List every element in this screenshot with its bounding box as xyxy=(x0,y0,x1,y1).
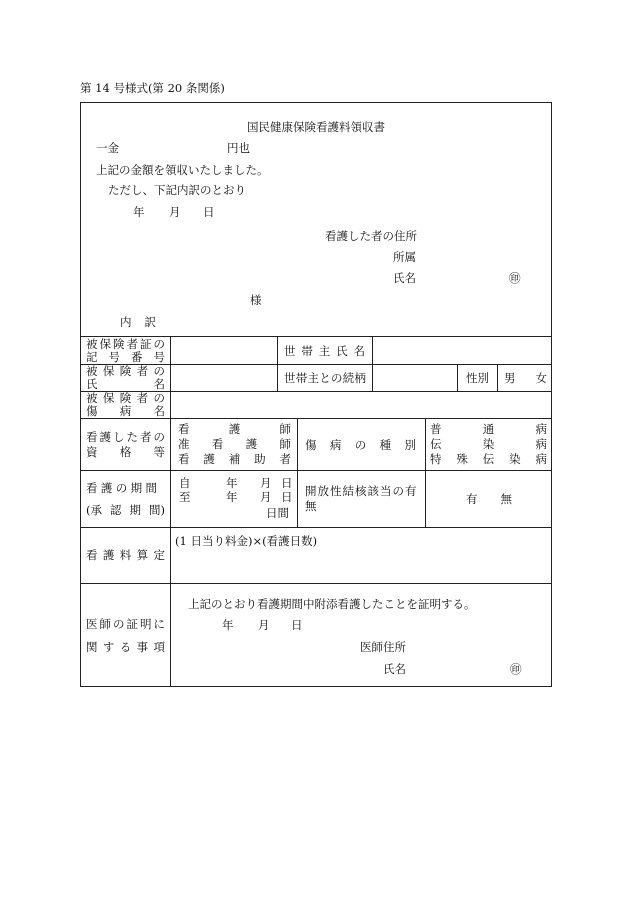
nursing-period-label-line2-char: 間) xyxy=(149,503,165,517)
qualification-option-nursing-aide-char: 助 xyxy=(254,452,266,466)
qualification-option-assistant-nurse-char: 看 xyxy=(211,437,224,451)
affiliation-label: 所属 xyxy=(393,250,416,264)
qualification-label-line1-char: 護 xyxy=(99,429,111,444)
relationship-label xyxy=(284,371,366,385)
disease-name-label-line1-char: 保 xyxy=(102,391,115,405)
disease-type-label-char: 病 xyxy=(329,437,342,452)
householder-name-label-char: 主 xyxy=(318,343,331,358)
disease-type-label-cell xyxy=(297,418,425,470)
relationship-label-char: 帯 xyxy=(295,371,308,385)
insurance-card-label-line2 xyxy=(86,351,165,364)
disease-name-label-line1-char: 険 xyxy=(119,391,132,405)
fee-calculation-field xyxy=(170,527,552,583)
addressee-honorific: 様 xyxy=(250,293,262,307)
receipt-date-day: 日 xyxy=(203,205,215,219)
amount-prefix: 一金 xyxy=(96,141,119,155)
fee-calculation-label-char: 護 xyxy=(102,548,115,562)
relationship-label-char: と xyxy=(319,371,331,385)
period-to-day: 日 xyxy=(281,490,293,504)
disease-type-option-special-infectious-char: 染 xyxy=(509,452,521,466)
breakdown-heading-char: 訳 xyxy=(144,315,156,329)
qualification-label-line2-char: 等 xyxy=(153,444,165,459)
fee-calculation-label-char: 看 xyxy=(86,548,98,562)
period-from-month: 月 xyxy=(260,476,272,490)
nursing-period-label-line1-char: の xyxy=(115,481,128,495)
disease-name-label-line2-char: 病 xyxy=(119,404,132,418)
physician-label-line1-char: に xyxy=(153,616,165,631)
qualification-option-nursing-aide-char: 補 xyxy=(228,452,241,466)
sex-options xyxy=(497,364,552,391)
disease-name-label-line1-char: の xyxy=(153,391,165,405)
open-tuberculosis-label-cell xyxy=(297,470,425,527)
nursing-period-label-line1-char: 看 xyxy=(86,481,98,495)
disease-type-options xyxy=(425,418,552,470)
disease-type-option-ordinary-char: 通 xyxy=(482,422,495,436)
receipt-date-month: 月 xyxy=(169,205,181,219)
fee-calculation-label-char: 料 xyxy=(119,548,132,562)
period-to-year: 年 xyxy=(226,490,238,504)
disease-name-label-line1-char: 被 xyxy=(86,391,98,405)
sex-option-male: 男 xyxy=(504,371,516,385)
nursing-period-label-line1-char: 護 xyxy=(100,481,113,495)
insurance-card-number-field xyxy=(170,336,277,364)
physician-certification-label xyxy=(80,583,170,687)
form-number: 第 14 号様式(第 20 条関係) xyxy=(80,81,225,95)
disease-name-label-line2-char: 名 xyxy=(153,404,165,418)
qualification-option-assistant-nurse-char: 護 xyxy=(245,437,258,451)
amount-suffix: 円也 xyxy=(227,141,250,155)
qualification-option-nursing-aide xyxy=(178,452,291,467)
qualification-option-nursing-aide-char: 看 xyxy=(178,452,190,466)
tuberculosis-option-yes: 有 xyxy=(466,492,478,506)
nursing-period-label-line2-char: (承 xyxy=(86,503,102,517)
disease-type-option-special-infectious xyxy=(430,452,547,467)
physician-certification-field xyxy=(170,583,552,687)
householder-name-label xyxy=(284,344,365,358)
householder-name-label-char: 世 xyxy=(284,343,296,358)
period-days-unit: 日間 xyxy=(266,506,289,520)
disease-name-label-line2-char: 傷 xyxy=(86,404,98,418)
qualification-option-nurse-char: 師 xyxy=(279,422,291,436)
relationship-label-char: 世 xyxy=(284,371,296,385)
nursing-period-label-line2-char: 期 xyxy=(129,503,141,517)
insurance-card-number-label xyxy=(80,336,170,364)
relationship-label-cell xyxy=(277,364,372,391)
sex-label-cell xyxy=(457,364,497,391)
disease-type-option-special-infectious-char: 特 xyxy=(430,452,442,466)
qualification-option-nursing-aide-char: 護 xyxy=(203,452,215,466)
physician-seal-mark: ㊞ xyxy=(510,662,522,676)
period-from-year: 年 xyxy=(226,476,238,490)
qualification-label-line2-char: 格 xyxy=(119,444,132,459)
disease-type-option-infectious-char: 病 xyxy=(535,437,547,451)
physician-statement: 上記のとおり看護期間中附添看護したことを証明する。 xyxy=(188,597,476,611)
insured-name-label-line2-char: 名 xyxy=(153,377,165,391)
disease-type-label-char: 傷 xyxy=(305,437,317,452)
nursing-period-label-line1 xyxy=(86,477,157,499)
insured-name-field xyxy=(170,364,277,391)
nursing-period-label-line1-char: 間 xyxy=(145,481,157,495)
insured-name-label xyxy=(80,364,170,391)
physician-date-month: 月 xyxy=(258,618,270,632)
qualification-option-nursing-aide-char: 者 xyxy=(279,452,291,466)
relationship-label-char: 続 xyxy=(342,371,355,385)
disease-type-label-char: の xyxy=(354,437,367,452)
physician-label-line1-char: 医 xyxy=(86,616,98,631)
physician-address-label: 医師住所 xyxy=(360,640,406,654)
physician-label-line2-char: 関 xyxy=(86,639,98,654)
disease-type-label-char: 種 xyxy=(379,437,392,452)
breakdown-heading xyxy=(120,315,156,329)
qualification-option-nurse-char: 看 xyxy=(178,422,190,436)
nursing-period-label-line1-char: 期 xyxy=(130,481,143,495)
nursing-period-label-line2 xyxy=(86,499,165,521)
qualification-label xyxy=(80,418,170,470)
disease-name-label xyxy=(80,391,170,418)
disease-type-option-special-infectious-char: 伝 xyxy=(482,452,495,466)
insurance-card-label-line2-char: 番 xyxy=(131,349,143,364)
qualification-option-nurse-char: 護 xyxy=(228,422,241,436)
qualification-label-line1-char: 者 xyxy=(140,429,152,444)
open-tuberculosis-label: 開放性結核該当の有無 xyxy=(305,484,418,513)
disease-type-option-ordinary-char: 普 xyxy=(430,422,442,436)
nurse-seal-mark: ㊞ xyxy=(509,271,521,285)
sex-option-female: 女 xyxy=(535,371,547,385)
qualification-option-assistant-nurse-char: 准 xyxy=(178,437,190,451)
disease-type-option-infectious xyxy=(430,437,547,452)
qualification-label-line2 xyxy=(86,445,165,460)
physician-label-line2 xyxy=(86,636,165,659)
disease-type-option-special-infectious-char: 殊 xyxy=(456,452,468,466)
householder-name-label-cell xyxy=(277,336,372,364)
insurance-card-label-line1-char: 保 xyxy=(99,336,111,351)
nursing-period-label xyxy=(80,470,170,527)
period-from-line xyxy=(171,476,297,490)
disease-type-label-char: 別 xyxy=(404,437,416,452)
physician-label-line1-char: 明 xyxy=(140,616,152,631)
fee-calculation-label-char: 算 xyxy=(136,548,149,562)
fee-calculation-label-char: 定 xyxy=(153,548,165,562)
disease-type-label xyxy=(305,438,416,452)
received-statement: 上記の金額を領収いたしました。 xyxy=(96,163,269,177)
insured-name-label-line1-char: 保 xyxy=(102,364,115,378)
insured-name-label-line2 xyxy=(86,378,165,391)
period-from-mark: 自 xyxy=(179,476,191,490)
physician-date-year: 年 xyxy=(222,618,234,632)
insurance-card-label-line1-char: 者 xyxy=(126,336,138,351)
insured-name-label-line1-char: 険 xyxy=(119,364,132,378)
nursing-period-field xyxy=(170,470,297,527)
qualification-label-line1-char: し xyxy=(113,429,125,444)
receipt-title: 国民健康保険看護料領収書 xyxy=(247,120,385,134)
insurance-card-label-line2-char: 号 xyxy=(153,349,165,364)
relationship-label-char: 柄 xyxy=(354,371,366,385)
disease-type-option-ordinary xyxy=(430,422,547,437)
qualification-option-assistant-nurse xyxy=(178,437,291,452)
householder-name-label-char: 帯 xyxy=(301,343,313,358)
physician-label-line1-char: 師 xyxy=(99,616,111,631)
fee-calculation-label-cell xyxy=(80,527,170,583)
physician-name-label: 氏名 xyxy=(383,662,406,676)
qualification-label-line1-char: の xyxy=(153,429,165,444)
period-to-month: 月 xyxy=(260,490,272,504)
relationship-field xyxy=(372,364,457,391)
qualification-label-line2-char: 資 xyxy=(86,444,98,459)
physician-label-line2-char: 項 xyxy=(153,639,165,654)
householder-name-field xyxy=(372,336,552,364)
insurance-card-label-line1-char: 証 xyxy=(140,336,152,351)
physician-label-line2-char: 事 xyxy=(136,639,149,654)
breakdown-heading-char: 内 xyxy=(120,315,132,329)
period-from-day: 日 xyxy=(281,476,293,490)
disease-type-option-infectious-char: 伝 xyxy=(430,437,442,451)
disease-type-option-infectious-char: 染 xyxy=(482,437,495,451)
disease-name-field xyxy=(170,391,552,418)
fee-formula: (1 日当り料金)×(看護日数) xyxy=(175,534,318,548)
qualification-option-nurse xyxy=(178,422,291,437)
disease-name-label-line1-char: 者 xyxy=(136,391,149,405)
insured-name-label-line2-char: 氏 xyxy=(86,377,98,391)
insured-name-label-line1-char: 者 xyxy=(136,364,149,378)
relationship-label-char: 主 xyxy=(307,371,319,385)
fee-calculation-label xyxy=(86,549,165,562)
tuberculosis-option-no: 無 xyxy=(500,492,512,506)
insured-name-label-line1-char: 被 xyxy=(86,364,98,378)
physician-label-line1-char: の xyxy=(113,616,125,631)
qualification-label-line1-char: 看 xyxy=(86,429,98,444)
relationship-label-char: の xyxy=(331,371,343,385)
householder-name-label-char: 氏 xyxy=(336,343,348,358)
disease-type-option-ordinary-char: 病 xyxy=(535,422,547,436)
insured-name-label-line1-char: の xyxy=(153,364,165,378)
physician-label-line2-char: す xyxy=(102,639,115,654)
insurance-card-label-line1-char: の xyxy=(153,336,165,351)
breakdown-note: ただし、下記内訳のとおり xyxy=(108,183,246,197)
disease-type-option-special-infectious-char: 病 xyxy=(535,452,547,466)
period-to-line xyxy=(171,490,297,504)
qualification-options xyxy=(170,418,297,470)
physician-label-line1 xyxy=(86,613,165,636)
physician-date-day: 日 xyxy=(291,618,303,632)
qualification-label-line1-char: た xyxy=(126,429,138,444)
insurance-card-label-line2-char: 号 xyxy=(108,349,120,364)
insurance-card-label-line1-char: 険 xyxy=(113,336,125,351)
nurse-name-label: 氏名 xyxy=(393,271,416,285)
insurance-card-label-line1-char: 被 xyxy=(86,336,98,351)
period-to-mark: 至 xyxy=(179,490,191,504)
qualification-option-assistant-nurse-char: 師 xyxy=(279,437,291,451)
nursing-period-label-line2-char: 認 xyxy=(110,503,122,517)
receipt-date-year: 年 xyxy=(133,205,145,219)
nurse-address-label: 看護した者の住所 xyxy=(325,229,417,243)
disease-name-label-line2 xyxy=(86,405,165,418)
physician-label-line2-char: る xyxy=(119,639,132,654)
sex-label: 性別 xyxy=(466,371,489,385)
physician-label-line1-char: 証 xyxy=(126,616,138,631)
insurance-card-label-line1 xyxy=(86,338,165,351)
qualification-label-line1 xyxy=(86,430,165,445)
householder-name-label-char: 名 xyxy=(353,343,365,358)
open-tuberculosis-options xyxy=(425,470,552,527)
insurance-card-label-line2-char: 記 xyxy=(86,349,98,364)
